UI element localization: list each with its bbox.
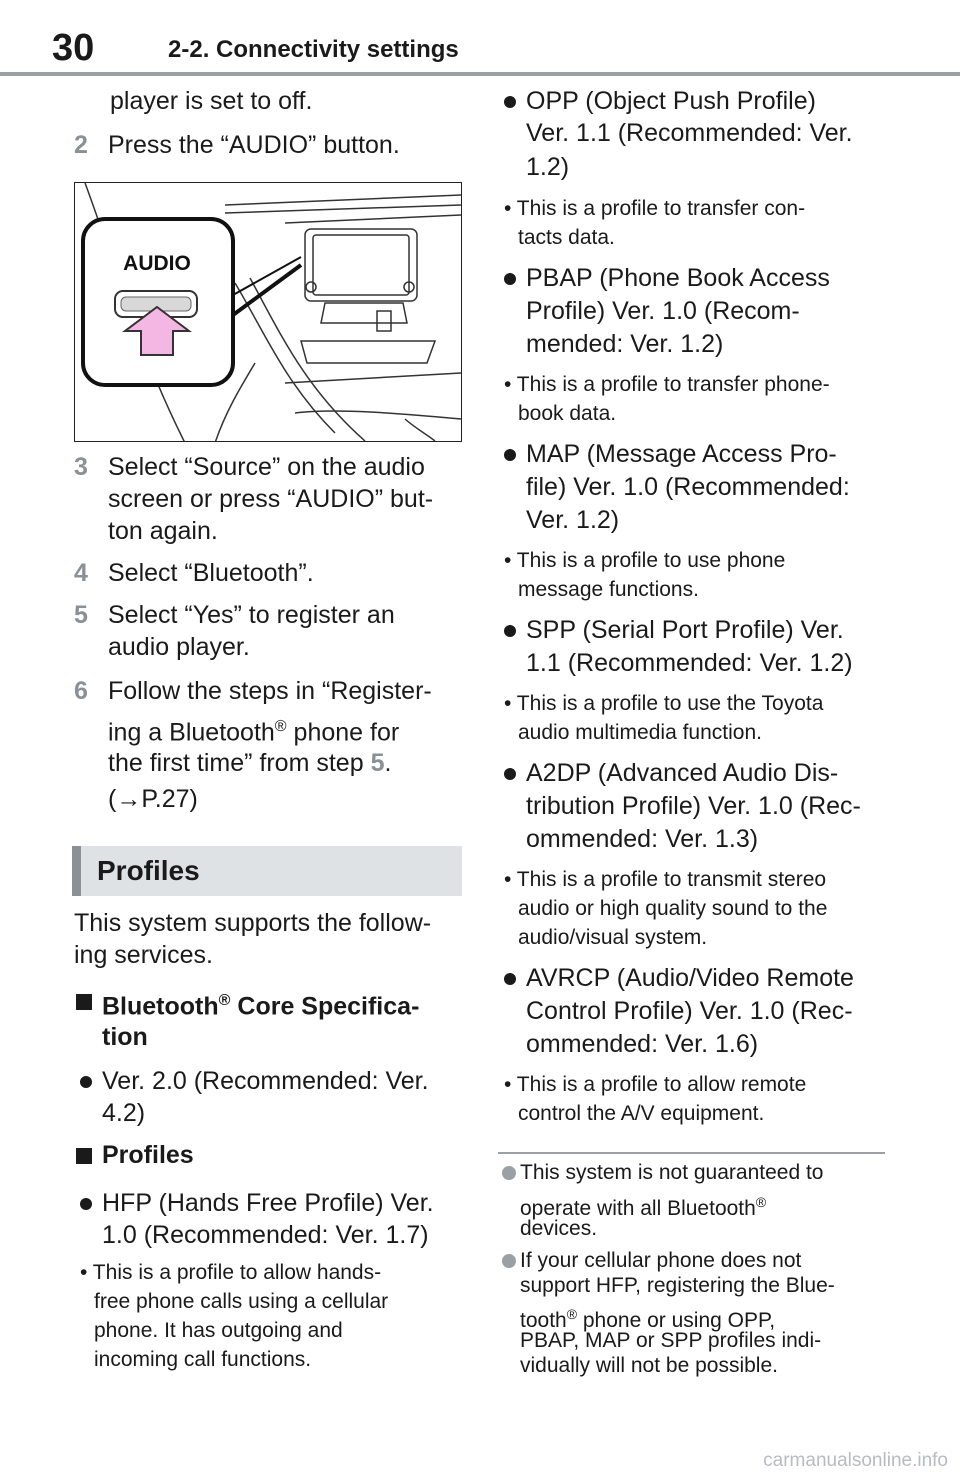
- hfp-line-2: 1.0 (Recommended: Ver. 1.7): [102, 1221, 429, 1249]
- hfp-desc-line-1: • This is a profile to allow hands-: [80, 1261, 382, 1284]
- step-4: [74, 556, 314, 590]
- step-6-line-2: [108, 710, 399, 749]
- note-1-line-1: This system is not guaranteed to: [520, 1161, 824, 1184]
- registered-mark: ®: [566, 1306, 578, 1322]
- text-fragment: tooth: [520, 1309, 567, 1332]
- profiles-heading-box: [72, 846, 462, 896]
- step-5-line-2: audio player.: [108, 633, 250, 661]
- step-3-line-2: screen or press “AUDIO” but-: [108, 485, 434, 513]
- text-fragment: phone or using OPP,: [577, 1309, 776, 1332]
- note-2-line-5: vidually will not be possible.: [520, 1354, 778, 1377]
- note-bullet-icon: [502, 1254, 516, 1268]
- step-text: Select “Bluetooth”.: [108, 559, 314, 587]
- bullet-icon: [504, 768, 516, 780]
- profiles-heading: Profiles: [97, 855, 200, 886]
- step-number: 4: [74, 559, 88, 587]
- opp-line-1: OPP (Object Push Profile): [526, 87, 816, 115]
- page-reference-link[interactable]: (→P.27): [108, 785, 198, 813]
- registered-mark: ®: [274, 718, 287, 735]
- profiles-subheading: Profiles: [102, 1141, 194, 1169]
- text-fragment: Core Specifica-: [230, 992, 420, 1021]
- square-bullet-icon: [76, 1148, 92, 1164]
- step-6-line-3: [108, 746, 391, 780]
- avrcp-line-3: ommended: Ver. 1.6): [526, 1030, 759, 1058]
- step-text: Follow the steps in “Register-: [108, 677, 432, 705]
- avrcp-desc-line-1: • This is a profile to allow remote: [504, 1073, 807, 1096]
- bullet-icon: [80, 1198, 92, 1210]
- text-fragment: .: [384, 749, 392, 777]
- note-2-line-4: PBAP, MAP or SPP profiles indi-: [520, 1329, 822, 1352]
- step-text: Select “Yes” to register an: [108, 601, 395, 629]
- map-line-3: Ver. 1.2): [526, 506, 620, 534]
- square-bullet-icon: [76, 994, 92, 1010]
- opp-desc-line-1: • This is a profile to transfer con-: [504, 197, 806, 220]
- step-3: [74, 450, 425, 484]
- a2dp-desc-line-1: • This is a profile to transmit stereo: [504, 868, 827, 891]
- step-text: Select “Source” on the audio: [108, 453, 425, 481]
- a2dp-line-2: tribution Profile) Ver. 1.0 (Rec-: [526, 792, 861, 820]
- text-fragment: Bluetooth: [102, 992, 219, 1021]
- pbap-line-3: mended: Ver. 1.2): [526, 330, 724, 358]
- hfp-desc-line-3: phone. It has outgoing and: [94, 1319, 343, 1342]
- text-fragment: the first time” from step: [108, 749, 371, 777]
- pbap-line-1: PBAP (Phone Book Access: [526, 264, 830, 292]
- a2dp-desc-line-3: audio/visual system.: [518, 926, 708, 949]
- continued-text: player is set to off.: [110, 87, 313, 115]
- bullet-icon: [504, 625, 516, 637]
- core-spec-heading: [102, 984, 419, 1023]
- map-line-2: file) Ver. 1.0 (Recommended:: [526, 473, 850, 501]
- header-rule: [0, 72, 960, 76]
- step-number: 5: [74, 601, 88, 629]
- opp-desc-line-2: tacts data.: [518, 226, 615, 249]
- step-reference: 5: [370, 749, 385, 777]
- text-fragment: ing a Bluetooth: [108, 718, 275, 747]
- step-5: [74, 598, 395, 632]
- opp-line-2: Ver. 1.1 (Recommended: Ver.: [526, 119, 853, 147]
- bullet-icon: [504, 96, 516, 108]
- figure-audio-label: AUDIO: [123, 252, 191, 275]
- step-2: [74, 128, 400, 162]
- note-2-line-2: support HFP, registering the Blue-: [520, 1274, 835, 1297]
- step-3-line-3: ton again.: [108, 517, 218, 545]
- watermark: carmanualsonline.info: [763, 1450, 948, 1471]
- step-number: 3: [74, 453, 88, 481]
- text-fragment: phone for: [286, 718, 400, 747]
- page-number: 30: [52, 27, 95, 69]
- intro-line-2: ing services.: [74, 941, 213, 969]
- hfp-desc-line-2: free phone calls using a cellular: [94, 1290, 389, 1313]
- spp-line-2: 1.1 (Recommended: Ver. 1.2): [526, 649, 853, 677]
- text-fragment: operate with all Bluetooth: [520, 1197, 756, 1220]
- avrcp-line-2: Control Profile) Ver. 1.0 (Rec-: [526, 997, 853, 1025]
- bullet-icon: [504, 973, 516, 985]
- map-desc-line-1: • This is a profile to use phone: [504, 549, 786, 572]
- spp-desc-line-2: audio multimedia function.: [518, 721, 762, 744]
- a2dp-desc-line-2: audio or high quality sound to the: [518, 897, 828, 920]
- core-item-line-1: Ver. 2.0 (Recommended: Ver.: [102, 1067, 429, 1095]
- pbap-desc-line-1: • This is a profile to transfer phone-: [504, 373, 830, 396]
- map-desc-line-2: message functions.: [518, 578, 699, 601]
- opp-line-3: 1.2): [526, 153, 570, 181]
- section-title: 2-2. Connectivity settings: [168, 36, 459, 63]
- notes-divider: [498, 1152, 885, 1154]
- a2dp-line-1: A2DP (Advanced Audio Dis-: [526, 759, 839, 787]
- registered-mark: ®: [218, 992, 231, 1009]
- pbap-line-2: Profile) Ver. 1.0 (Recom-: [526, 297, 800, 325]
- spp-line-1: SPP (Serial Port Profile) Ver.: [526, 616, 844, 644]
- avrcp-line-1: AVRCP (Audio/Video Remote: [526, 964, 854, 992]
- pbap-desc-line-2: book data.: [518, 402, 617, 425]
- dashboard-drawing: [75, 183, 462, 442]
- step-number: 6: [74, 677, 88, 705]
- note-2-line-1: If your cellular phone does not: [520, 1249, 802, 1272]
- bullet-icon: [504, 273, 516, 285]
- intro-line-1: This system supports the follow-: [74, 909, 432, 937]
- a2dp-line-3: ommended: Ver. 1.3): [526, 825, 759, 853]
- core-item-line-2: 4.2): [102, 1099, 146, 1127]
- core-spec-heading-line-2: tion: [102, 1023, 148, 1051]
- hfp-desc-line-4: incoming call functions.: [94, 1348, 312, 1371]
- hfp-line-1: HFP (Hands Free Profile) Ver.: [102, 1189, 434, 1217]
- avrcp-desc-line-2: control the A/V equipment.: [518, 1102, 765, 1125]
- spp-desc-line-1: • This is a profile to use the Toyota: [504, 692, 824, 715]
- step-text: Press the “AUDIO” button.: [108, 131, 400, 159]
- bullet-icon: [504, 449, 516, 461]
- map-line-1: MAP (Message Access Pro-: [526, 440, 837, 468]
- step-6: [74, 674, 432, 708]
- audio-button-illustration: [74, 182, 462, 442]
- note-bullet-icon: [502, 1166, 516, 1180]
- registered-mark: ®: [755, 1194, 767, 1210]
- step-number: 2: [74, 131, 88, 159]
- bullet-icon: [80, 1076, 92, 1088]
- note-1-line-3: devices.: [520, 1217, 598, 1240]
